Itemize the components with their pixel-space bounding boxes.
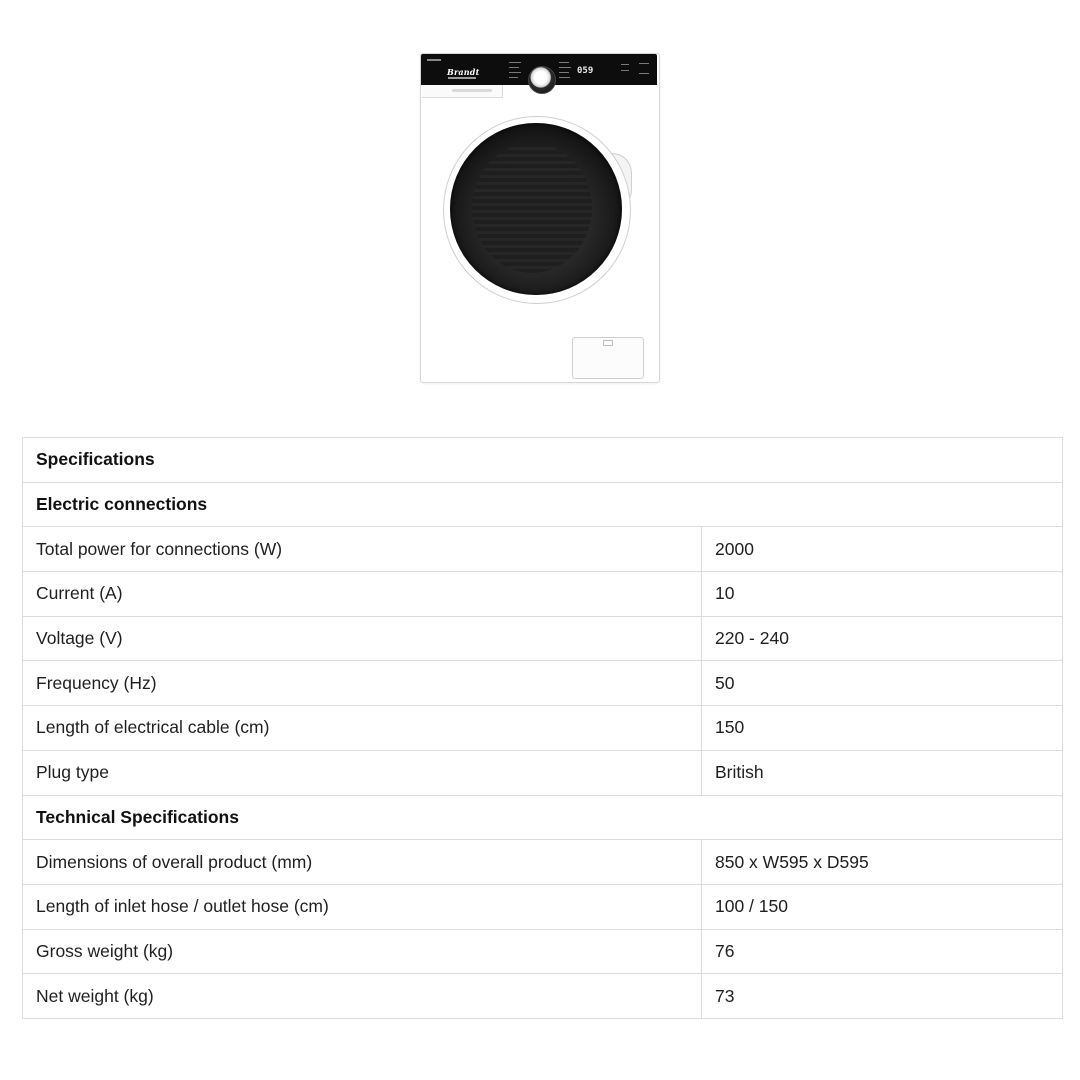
table-row [23, 840, 1063, 885]
drum [472, 143, 592, 273]
option-label [639, 73, 649, 74]
table-row [23, 750, 1063, 795]
spec-label: Voltage (V) [23, 616, 702, 661]
table-row [23, 661, 1063, 706]
drawer-handle [452, 89, 492, 92]
table-row [23, 616, 1063, 661]
brand-logo: Brandt [447, 67, 480, 77]
section-heading: Electric connections [23, 482, 1063, 527]
spec-label: Gross weight (kg) [23, 929, 702, 974]
filter-cover [572, 337, 644, 379]
spec-label: Net weight (kg) [23, 974, 702, 1019]
control-panel [421, 54, 657, 85]
option-label [639, 63, 649, 64]
spec-label: Current (A) [23, 572, 702, 617]
table-row [23, 706, 1063, 751]
product-image [420, 53, 660, 383]
table-row [23, 929, 1063, 974]
detergent-drawer [422, 85, 503, 98]
brand-tagline [448, 77, 476, 79]
program-label [559, 72, 569, 73]
spec-label: Total power for connections (W) [23, 527, 702, 572]
table-row [23, 527, 1063, 572]
specifications-table [22, 437, 1063, 1019]
spec-value: 2000 [702, 527, 1063, 572]
spec-value: 150 [702, 706, 1063, 751]
spec-value: 850 x W595 x D595 [702, 840, 1063, 885]
table-row [23, 974, 1063, 1019]
filter-notch [603, 340, 613, 346]
spec-label: Frequency (Hz) [23, 661, 702, 706]
spec-label: Length of inlet hose / outlet hose (cm) [23, 884, 702, 929]
spec-label: Plug type [23, 750, 702, 795]
option-label [621, 70, 629, 71]
table-row [23, 884, 1063, 929]
program-dial[interactable] [528, 66, 556, 94]
spec-value: 73 [702, 974, 1063, 1019]
spec-label: Dimensions of overall product (mm) [23, 840, 702, 885]
section-heading: Technical Specifications [23, 795, 1063, 840]
section-heading-row [23, 795, 1063, 840]
program-label [559, 62, 569, 63]
spec-label: Length of electrical cable (cm) [23, 706, 702, 751]
spec-value: 76 [702, 929, 1063, 974]
program-label [509, 72, 521, 73]
spec-value: 100 / 150 [702, 884, 1063, 929]
spec-value: 10 [702, 572, 1063, 617]
spec-value: 50 [702, 661, 1063, 706]
table-title-row [23, 438, 1063, 483]
spec-value: 220 - 240 [702, 616, 1063, 661]
program-label [559, 67, 571, 68]
option-label [621, 64, 629, 65]
table-title: Specifications [23, 438, 1063, 483]
digital-display: 059 [577, 66, 594, 76]
program-label [559, 77, 570, 78]
program-label [509, 62, 521, 63]
program-label [509, 67, 519, 68]
panel-label [427, 59, 441, 61]
table-row [23, 572, 1063, 617]
section-heading-row [23, 482, 1063, 527]
spec-value: British [702, 750, 1063, 795]
program-label [509, 77, 518, 78]
